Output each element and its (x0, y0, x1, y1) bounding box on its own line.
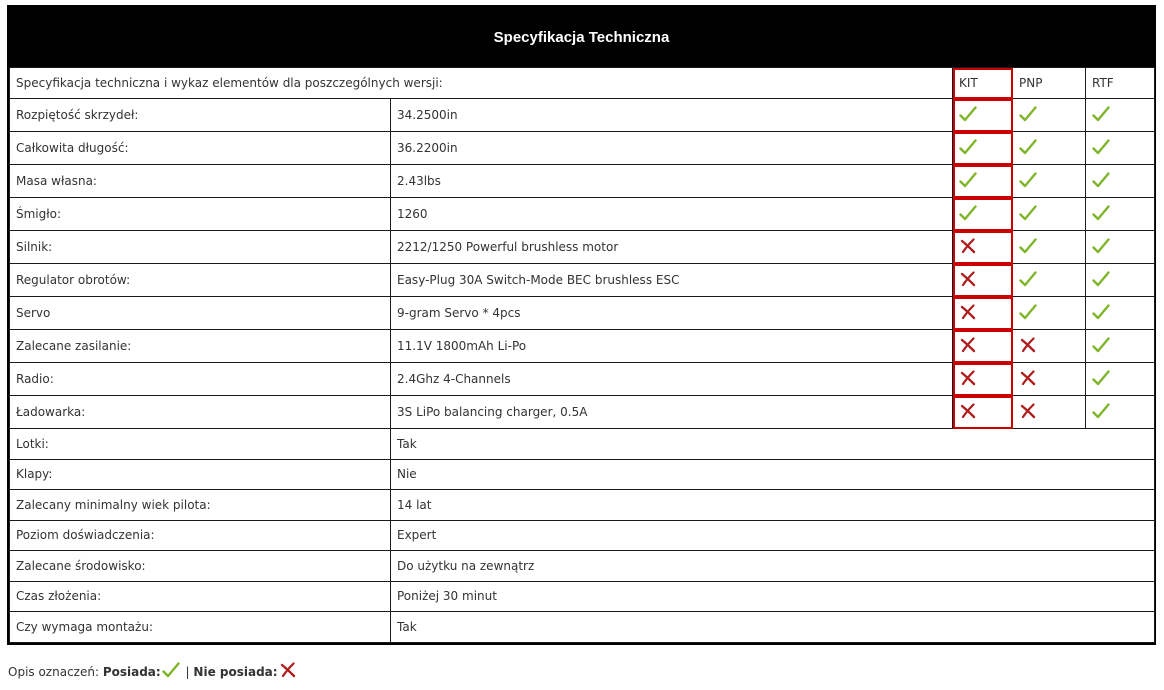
check-icon (1092, 304, 1110, 323)
row-label: Zalecany minimalny wiek pilota: (10, 490, 391, 521)
check-icon (1019, 139, 1037, 158)
row-label: Poziom doświadczenia: (10, 520, 391, 551)
table-row (10, 363, 1155, 396)
row-label: Czas złożenia: (10, 581, 391, 612)
legend-has-label: Posiada: (102, 664, 161, 679)
check-icon (1092, 403, 1110, 422)
check-icon (1092, 370, 1110, 389)
pnp-cell (1013, 165, 1086, 198)
kit-cell (953, 231, 1013, 264)
row-label: Klapy: (10, 459, 391, 490)
header-pnp: PNP (1013, 68, 1086, 99)
row-value: 1260 (391, 198, 953, 231)
pnp-cell (1013, 231, 1086, 264)
spec-table-body (10, 68, 1155, 643)
cross-icon (959, 370, 977, 389)
table-row (10, 429, 1155, 460)
row-label: Servo (10, 297, 391, 330)
rtf-cell (1086, 132, 1155, 165)
check-icon (959, 106, 977, 125)
check-icon (1019, 271, 1037, 290)
rtf-cell (1086, 297, 1155, 330)
pnp-cell (1013, 132, 1086, 165)
check-icon (1092, 205, 1110, 224)
row-value: Expert (391, 520, 1155, 551)
check-icon (1019, 304, 1037, 323)
cross-icon (1019, 370, 1037, 389)
check-icon (1092, 172, 1110, 191)
row-value: Do użytku na zewnątrz (391, 551, 1155, 582)
table-row (10, 231, 1155, 264)
kit-cell (953, 330, 1013, 363)
legend-not-has-label: Nie posiada: (193, 664, 278, 679)
row-label: Silnik: (10, 231, 391, 264)
row-value: Easy-Plug 30A Switch-Mode BEC brushless ESC (391, 264, 953, 297)
cross-icon (959, 304, 977, 323)
pnp-cell (1013, 396, 1086, 429)
table-row (10, 459, 1155, 490)
row-label: Zalecane zasilanie: (10, 330, 391, 363)
rtf-cell (1086, 99, 1155, 132)
kit-cell (953, 297, 1013, 330)
table-row (10, 396, 1155, 429)
check-icon (1019, 205, 1037, 224)
rtf-cell (1086, 264, 1155, 297)
row-value: Nie (391, 459, 1155, 490)
table-row (10, 99, 1155, 132)
check-icon (959, 205, 977, 224)
row-value: 14 lat (391, 490, 1155, 521)
table-row (10, 198, 1155, 231)
cross-icon (959, 337, 977, 356)
rtf-cell (1086, 363, 1155, 396)
row-label: Śmigło: (10, 198, 391, 231)
check-icon (1092, 238, 1110, 257)
legend-separator: | (185, 664, 190, 679)
row-value: Tak (391, 429, 1155, 460)
table-row (10, 520, 1155, 551)
cross-icon (959, 238, 977, 257)
spec-table-container (7, 5, 1156, 645)
cross-icon (1019, 337, 1037, 356)
spec-title: Specyfikacja Techniczna (9, 7, 1154, 67)
table-row (10, 551, 1155, 582)
pnp-cell (1013, 363, 1086, 396)
rtf-cell (1086, 198, 1155, 231)
row-label: Całkowita długość: (10, 132, 391, 165)
row-label: Radio: (10, 363, 391, 396)
header-label: Specyfikacja techniczna i wykaz elementów dla poszczególnych wersji: (10, 68, 953, 99)
table-row (10, 165, 1155, 198)
table-row (10, 132, 1155, 165)
kit-cell (953, 396, 1013, 429)
legend (8, 662, 299, 681)
row-value: 36.2200in (391, 132, 953, 165)
check-icon (162, 662, 180, 681)
check-icon (1019, 106, 1037, 125)
check-icon (959, 139, 977, 158)
table-row (10, 297, 1155, 330)
table-header-row (10, 68, 1155, 99)
row-label: Ładowarka: (10, 396, 391, 429)
cross-icon (959, 403, 977, 422)
pnp-cell (1013, 198, 1086, 231)
kit-cell (953, 132, 1013, 165)
table-row (10, 264, 1155, 297)
kit-cell (953, 264, 1013, 297)
check-icon (959, 172, 977, 191)
rtf-cell (1086, 330, 1155, 363)
row-label: Masa własna: (10, 165, 391, 198)
cross-icon (279, 662, 297, 681)
row-label: Regulator obrotów: (10, 264, 391, 297)
spec-table (9, 67, 1155, 643)
rtf-cell (1086, 396, 1155, 429)
table-row (10, 490, 1155, 521)
row-label: Zalecane środowisko: (10, 551, 391, 582)
kit-cell (953, 165, 1013, 198)
row-value: 2.43lbs (391, 165, 953, 198)
kit-cell (953, 198, 1013, 231)
cross-icon (959, 271, 977, 290)
check-icon (1019, 172, 1037, 191)
table-row (10, 612, 1155, 643)
header-kit: KIT (953, 68, 1013, 99)
row-value: 11.1V 1800mAh Li-Po (391, 330, 953, 363)
check-icon (1092, 139, 1110, 158)
check-icon (1092, 106, 1110, 125)
row-value: Poniżej 30 minut (391, 581, 1155, 612)
rtf-cell (1086, 231, 1155, 264)
row-value: Tak (391, 612, 1155, 643)
pnp-cell (1013, 99, 1086, 132)
row-value: 2212/1250 Powerful brushless motor (391, 231, 953, 264)
check-icon (1092, 271, 1110, 290)
kit-cell (953, 99, 1013, 132)
row-label: Rozpiętość skrzydeł: (10, 99, 391, 132)
row-label: Czy wymaga montażu: (10, 612, 391, 643)
pnp-cell (1013, 297, 1086, 330)
legend-prefix: Opis oznaczeń: (8, 664, 99, 679)
check-icon (1092, 337, 1110, 356)
row-value: 34.2500in (391, 99, 953, 132)
header-rtf: RTF (1086, 68, 1155, 99)
kit-cell (953, 363, 1013, 396)
row-value: 3S LiPo balancing charger, 0.5A (391, 396, 953, 429)
row-value: 2.4Ghz 4-Channels (391, 363, 953, 396)
row-label: Lotki: (10, 429, 391, 460)
cross-icon (1019, 403, 1037, 422)
table-row (10, 330, 1155, 363)
table-row (10, 581, 1155, 612)
pnp-cell (1013, 264, 1086, 297)
row-value: 9-gram Servo * 4pcs (391, 297, 953, 330)
rtf-cell (1086, 165, 1155, 198)
pnp-cell (1013, 330, 1086, 363)
check-icon (1019, 238, 1037, 257)
